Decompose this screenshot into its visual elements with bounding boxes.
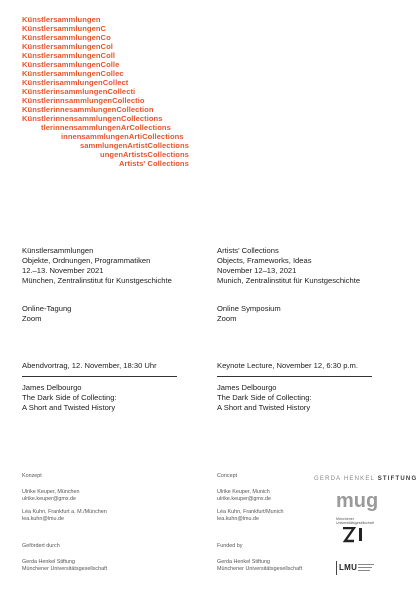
divider xyxy=(217,376,372,377)
cascade-line: Artists' Collections xyxy=(119,159,189,168)
format-info-en xyxy=(217,304,281,324)
event-venue: Munich, Zentralinstitut für Kunstgeschichte xyxy=(217,276,361,285)
cascade-line: tlerinnensammlungenArCollections xyxy=(41,123,171,132)
cascade-line: KünstlerinnsammlungenCollectio xyxy=(22,96,145,105)
cascade-line: KünstlersammlungenColle xyxy=(22,60,120,69)
cascade-line: KünstlerinnesammlungenCollection xyxy=(22,105,154,114)
speaker-name: James Delbourgo xyxy=(22,383,82,392)
event-title: Künstlersammlungen xyxy=(22,246,94,255)
event-platform: Zoom xyxy=(217,314,237,323)
zi-logo xyxy=(342,527,368,548)
funded-label-de: Gefördert durch xyxy=(22,543,60,549)
svg-text:mug: mug xyxy=(336,490,379,512)
contact-email[interactable]: ulrike.keuper@gmx.de xyxy=(22,496,77,502)
cascade-line: KünstlersammlungenCo xyxy=(22,33,111,42)
event-info-en xyxy=(217,246,360,286)
event-subtitle: Objects, Frameworks, Ideas xyxy=(217,256,312,265)
event-subtitle: Objekte, Ordnungen, Programmatiken xyxy=(22,256,151,265)
format-info-de xyxy=(22,304,71,324)
funder: Münchener Universitätsgesellschaft xyxy=(217,566,303,572)
talk-title-line: The Dark Side of Collecting: xyxy=(22,393,117,402)
contact-person: Ulrike Keuper, München xyxy=(22,489,80,495)
funders-en xyxy=(217,559,302,573)
event-dates: 12.–13. November 2021 xyxy=(22,266,104,275)
lecture-heading-en: Keynote Lecture, November 12, 6:30 p.m. xyxy=(217,361,358,370)
contact-en-1 xyxy=(217,489,271,503)
contact-email[interactable]: lea.kuhn@lmu.de xyxy=(22,516,65,522)
cascade-line: KünstlerinsammlungenCollecti xyxy=(22,87,136,96)
gerda-henkel-stiftung: STIFTUNG xyxy=(377,476,418,482)
cascade-line: innensammlungenArtiCollections xyxy=(61,132,184,141)
mug-logo-icon xyxy=(336,490,380,512)
cascade-line: KünstlerinnensammlungenCollections xyxy=(22,114,163,123)
cascade-line: sammlungenArtistCollections xyxy=(80,141,189,150)
contact-de-1 xyxy=(22,489,80,503)
lecture-heading-de: Abendvortrag, 12. November, 18:30 Uhr xyxy=(22,361,157,370)
contact-person: Ulrike Keuper, Munich xyxy=(217,489,270,495)
cascade-line: Künstlersammlungen xyxy=(22,15,101,24)
event-title: Artists' Collections xyxy=(217,246,279,255)
contact-email[interactable]: ulrike.keuper@gmx.de xyxy=(217,496,272,502)
contact-email[interactable]: lea.kuhn@lmu.de xyxy=(217,516,260,522)
contact-de-2 xyxy=(22,509,107,523)
funder: Gerda Henkel Stiftung xyxy=(217,559,271,565)
funder: Gerda Henkel Stiftung xyxy=(22,559,76,565)
event-format: Online Symposium xyxy=(217,304,281,313)
talk-title-line: A Short and Twisted History xyxy=(22,403,116,412)
gerda-henkel-logo xyxy=(314,476,417,482)
event-venue: München, Zentralinstitut für Kunstgeschichte xyxy=(22,276,172,285)
zi-logo-icon xyxy=(342,527,368,543)
event-dates: November 12–13, 2021 xyxy=(217,266,297,275)
cascade-line: ungenArtistsCollections xyxy=(100,150,189,159)
keynote-de xyxy=(22,383,117,413)
mug-logo xyxy=(336,490,380,525)
cascade-line: KünstlersammlungenCollec xyxy=(22,69,124,78)
mug-subtitle: Münchener Universitätsgesellschaft xyxy=(336,517,374,525)
talk-title-line: A Short and Twisted History xyxy=(217,403,311,412)
funder: Münchener Universitätsgesellschaft xyxy=(22,566,108,572)
contact-person: Léa Kuhn, Frankfurt/Munich xyxy=(217,509,284,515)
event-info-de xyxy=(22,246,172,286)
lmu-logo xyxy=(336,561,376,575)
event-platform: Zoom xyxy=(22,314,42,323)
gerda-henkel-wordmark: GERDA HENKEL xyxy=(314,476,375,482)
keynote-en xyxy=(217,383,312,413)
speaker-name: James Delbourgo xyxy=(217,383,277,392)
talk-title-line: The Dark Side of Collecting: xyxy=(217,393,312,402)
concept-label-en: Concept xyxy=(217,473,238,479)
funded-label-en: Funded by xyxy=(217,543,243,549)
divider xyxy=(22,376,177,377)
cascade-line: KünstlerisammlungenCollect xyxy=(22,78,129,87)
concept-label-de: Konzept xyxy=(22,473,42,479)
contact-en-2 xyxy=(217,509,284,523)
event-format: Online-Tagung xyxy=(22,304,72,313)
cascade-line: KünstlersammlungenCol xyxy=(22,42,113,51)
contact-person: Léa Kuhn, Frankfurt a. M./München xyxy=(22,509,107,515)
lmu-wordmark: LMU xyxy=(339,563,358,572)
cascade-line: KünstlersammlungenColl xyxy=(22,51,116,60)
cascade-line: KünstlersammlungenC xyxy=(22,24,107,33)
funders-de xyxy=(22,559,107,573)
